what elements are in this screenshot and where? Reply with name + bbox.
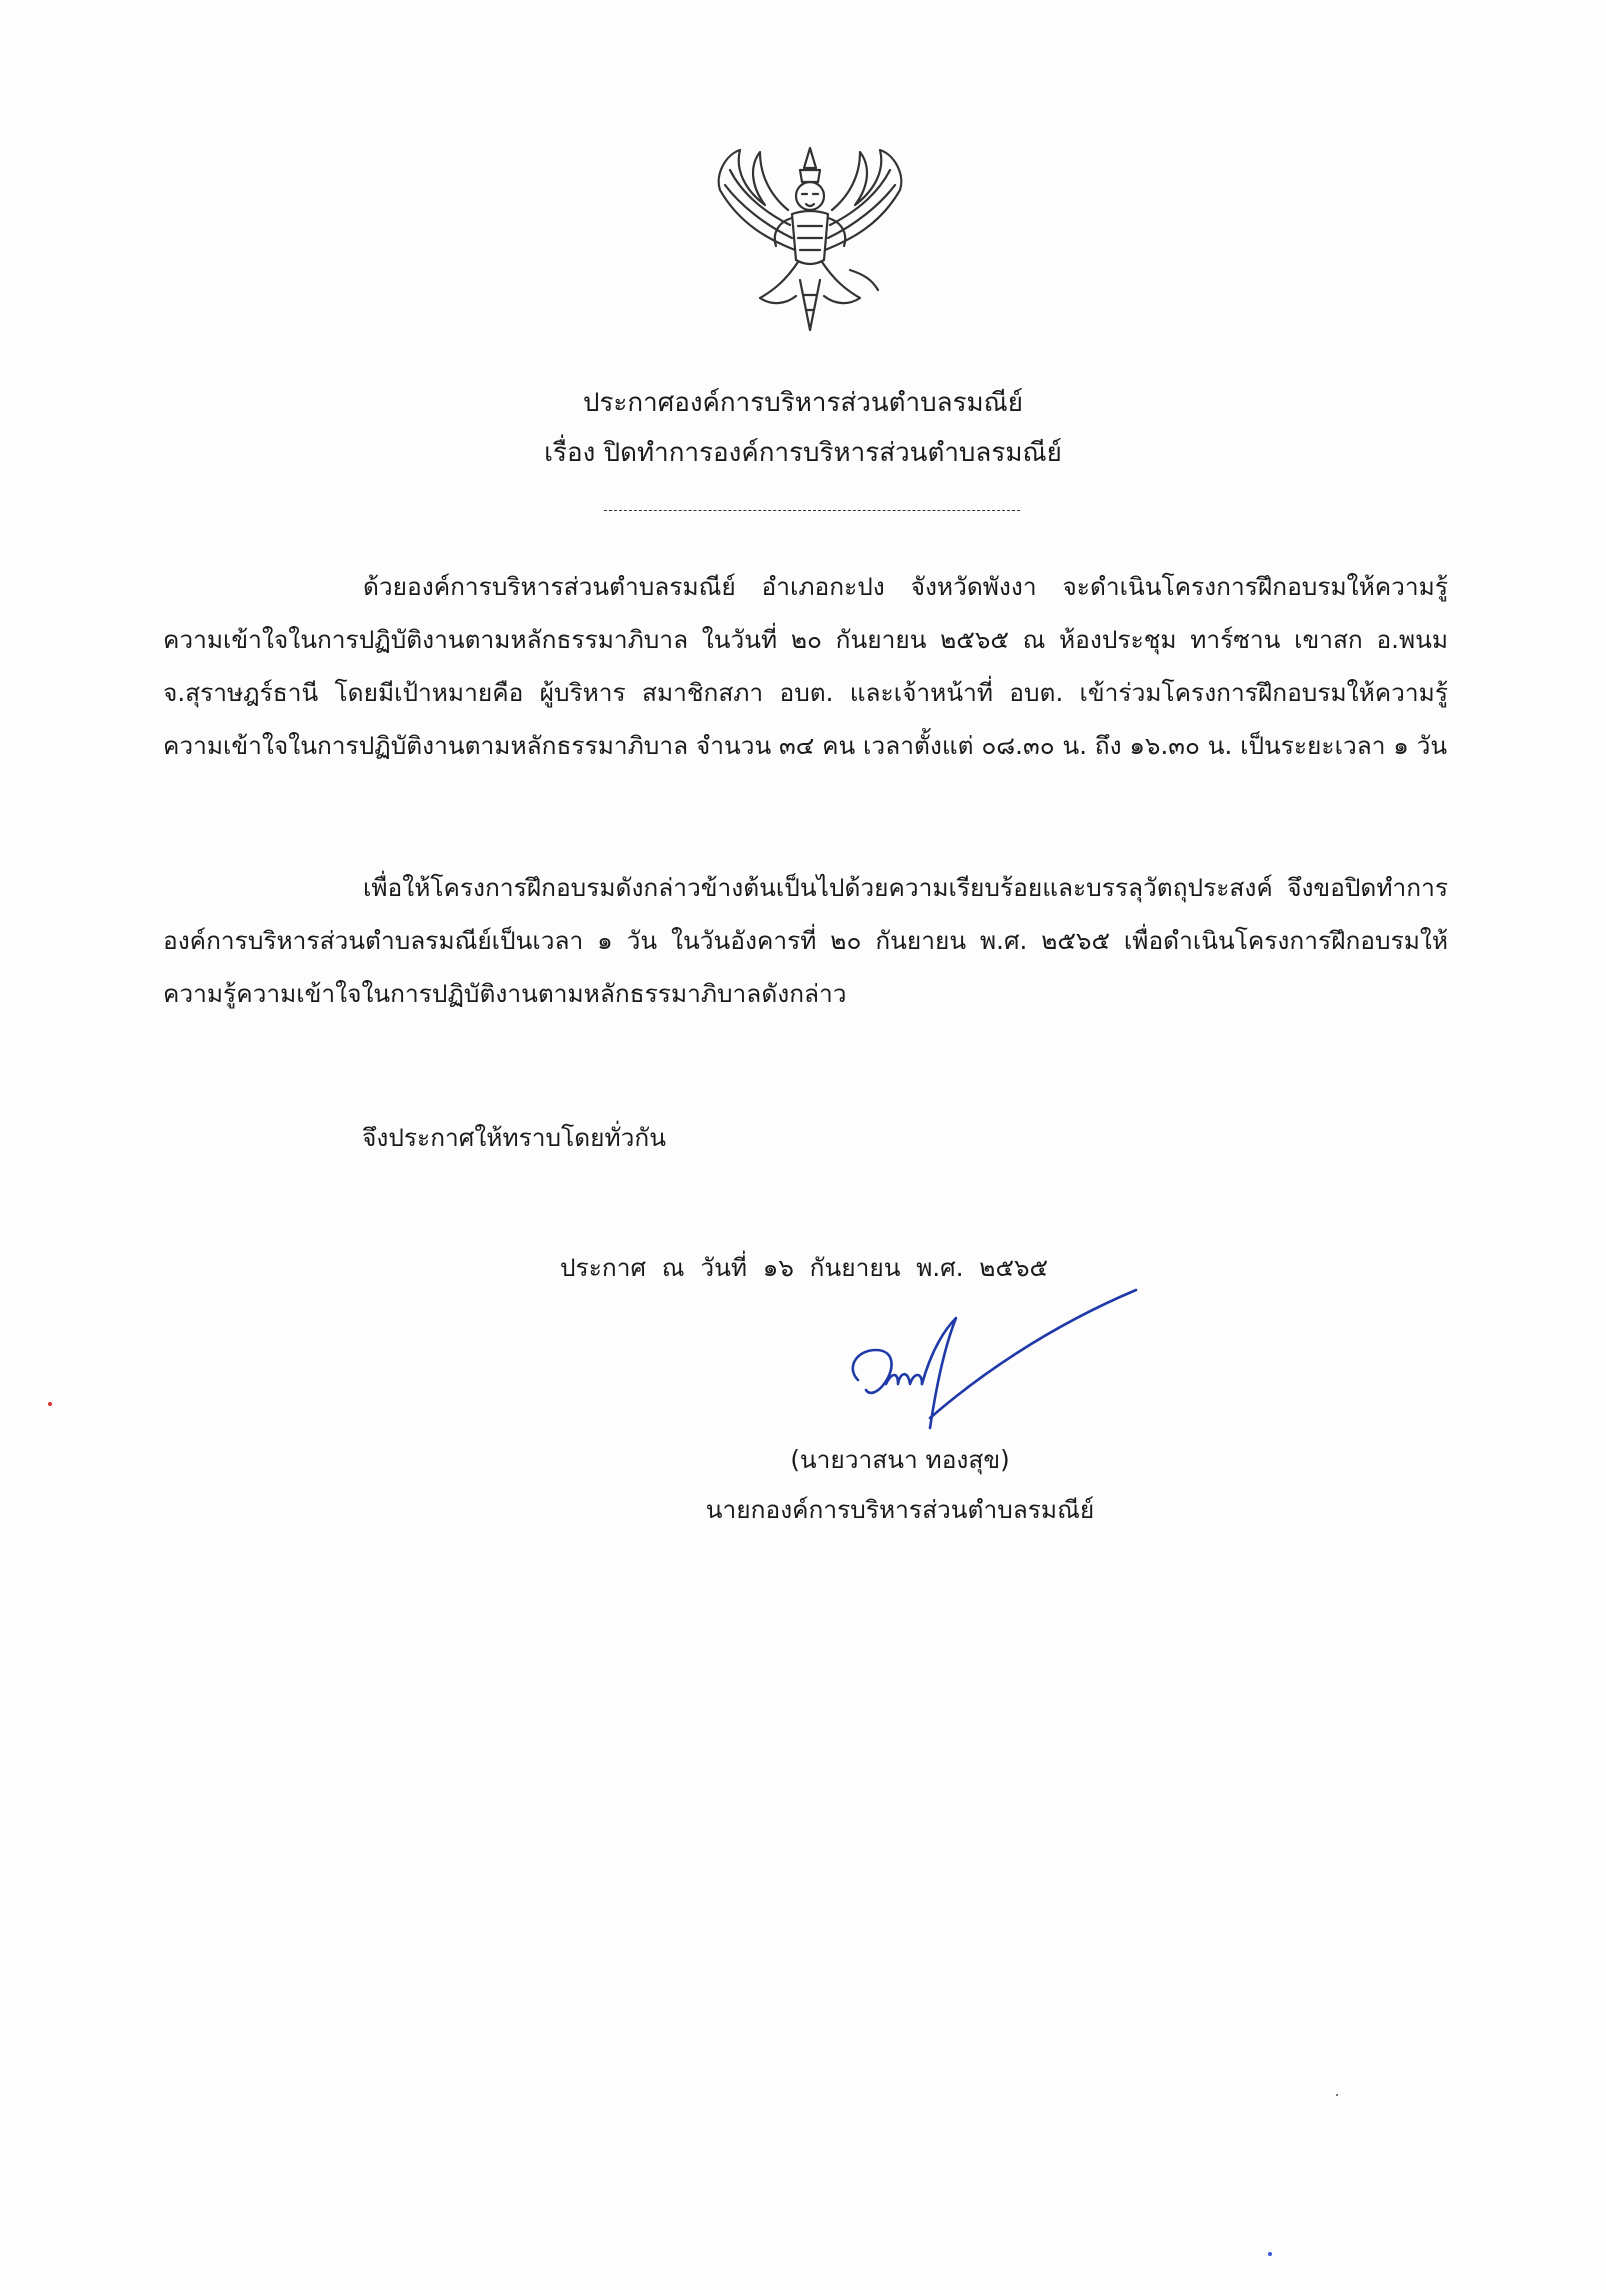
closing-line: จึงประกาศให้ทราบโดยทั่วกัน	[362, 1123, 666, 1152]
announcement-title: ประกาศองค์การบริหารส่วนตำบลรมณีย์	[582, 388, 1024, 418]
scan-speck	[48, 1402, 52, 1406]
signer-name: (นายวาสนา ทองสุข)	[790, 1445, 1010, 1474]
scan-speck	[1336, 2094, 1338, 2096]
signature-icon	[836, 1288, 1156, 1448]
divider-line	[604, 510, 1020, 511]
garuda-emblem-icon	[690, 130, 930, 350]
signer-title: นายกองค์การบริหารส่วนตำบลรมณีย์	[705, 1495, 1095, 1524]
announcement-date: ประกาศ ณ วันที่ ๑๖ กันยายน พ.ศ. ๒๕๖๕	[560, 1253, 1049, 1282]
scan-speck	[1268, 2252, 1272, 2256]
subject-line: เรื่อง ปิดทำการองค์การบริหารส่วนตำบลรมณีย์	[544, 438, 1062, 468]
body-paragraph-2: เพื่อให้โครงการฝึกอบรมดังกล่าวข้างต้นเป็นไปด้วยความเรียบร้อยและบรรลุวัตถุประสงค์ จึงขอปิดทำการองค์การบริหารส่วนตำบลรมณีย์เป็นเวลา ๑ วัน ในวันอังคารที่ ๒๐ กันยายน พ.ศ. ๒๕๖๕ เพื่อดำเนินโครงการฝึกอบรมให้ความรู้ความเข้าใจในการปฏิบัติงานตามหลักธรรมาภิบาลดังกล่าว	[163, 873, 1448, 1008]
body-paragraph-1: ด้วยองค์การบริหารส่วนตำบลรมณีย์ อำเภอกะปง จังหวัดพังงา จะดำเนินโครงการฝึกอบรมให้ความรู้ความเข้าใจในการปฏิบัติงานตามหลักธรรมาภิบาล ในวันที่ ๒๐ กันยายน ๒๕๖๕ ณ ห้องประชุม ทาร์ซาน เขาสก อ.พนม จ.สุราษฎร์ธานี โดยมีเป้าหมายคือ ผู้บริหาร สมาชิกสภา อบต. และเจ้าหน้าที่ อบต. เข้าร่วมโครงการฝึกอบรมให้ความรู้ความเข้าใจในการปฏิบัติงานตามหลักธรรมาภิบาล จำนวน ๓๔ คน เวลาตั้งแต่ ๐๘.๓๐ น. ถึง ๑๖.๓๐ น. เป็นระยะเวลา ๑ วัน	[163, 572, 1448, 760]
